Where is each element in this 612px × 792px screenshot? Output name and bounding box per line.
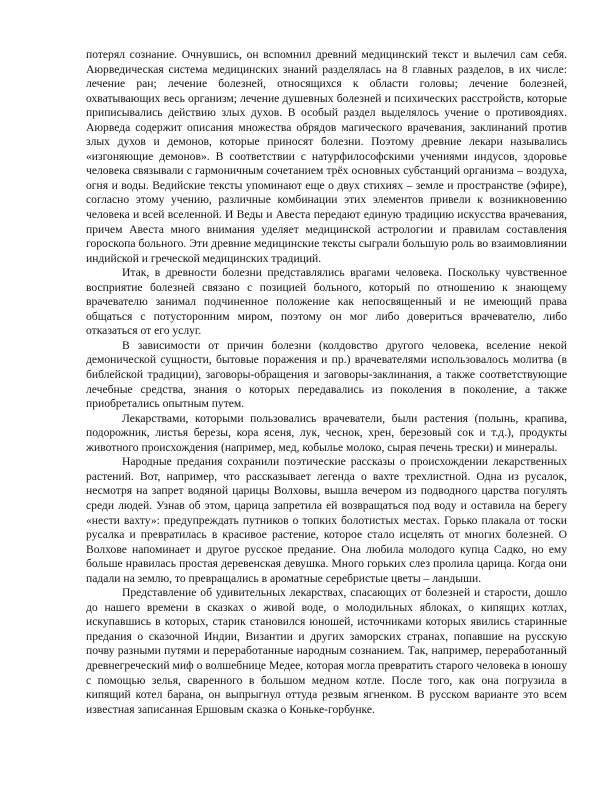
document-page bbox=[86, 48, 567, 717]
paragraph-causes-of-disease: В зависимости от причин болезни (колдовство другого человека, вселение некой демонической сущности, бытовые поражения и пр.) врачевателями использовалось молитва (в библейской традиции), заговоры-обращения и заговоры-заклинания, а также соответствующие лечебные средства, знания о которых передавались из поколения в поколение, а также приобретались опытным путем. bbox=[86, 338, 567, 411]
paragraph-medicines: Лекарствами, которыми пользовались врачеватели, были растения (полынь, крапива, подорожник, листья березы, кора ясеня, лук, чеснок, хрен, березовый сок и т.д.), продукты животного происхождения (например, мед, кобылье молоко, сырая печень трески) и минералы. bbox=[86, 411, 567, 454]
paragraph-fairy-tale-medicines: Представление об удивительных лекарствах, спасающих от болезней и старости, дошло до нашего времени в сказках о живой воде, о молодильных яблоках, о кипящих котлах, искупавшись в которых, старик становился юношей, источниками которых явились старинные предания о сказочной Индии, Византии и других заморских странах, попавшие на русскую почву разными путями и переработанные народным сознанием. Так, например, переработанный древнегреческий миф о волшебнице Медее, которая могла превратить старого человека в юношу с помощью зелья, сваренного в большом медном котле. После того, как она погрузила в кипящий котел барана, он выпрыгнул оттуда резвым ягненком. В русском варианте это всем известная записанная Ершовым сказка о Коньке-горбунке. bbox=[86, 586, 567, 716]
paragraph-diseases-as-enemies: Итак, в древности болезни представлялись врагами человека. Поскольку чувственное восприятие болезней связано с позицией больного, который по отношению к знающему врачевателю занимал подчиненное положение как непосвященный и не имеющий права общаться с потусторонним миром, поэтому он мог либо довериться врачевателю, либо отказаться от его услуг. bbox=[86, 266, 567, 338]
paragraph-ayurveda: потерял сознание. Очнувшись, он вспомнил древний медицинский текст и вылечил сам себя. Аюрведическая система медицинских знаний разделялась на 8 главных разделов, в их числе: лечение ран; лечение болезней, относящихся к области головы; лечение болезней, охватывающих весь организм; лечение душевных болезней и психических расстройств, которые приписывались действию злых духов. В особый раздел выделялось учение о противоядиях. Аюрведа содержит описания множества обрядов магического врачевания, заклинаний против злых духов и демонов, которые приносят болезни. Поэтому древние лекари назывались «изгоняющие демонов». В соответствии с натурфилософскими учениями индусов, здоровье человека связывали с гармоничным сочетанием трёх основных субстанций организма – воздуха, огня и воды. Ведийские тексты упоминают еще о двух стихиях – земле и пространстве (эфире), согласно этому учению, различные комбинации этих элементов привели к возникновению человека и всей вселенной. И Веды и Авеста передают единую традицию искусства врачевания, причем Авеста много внимания уделяет медицинской астрологии и правилам составления гороскопа больного. Эти древние медицинские тексты сыграли большую роль во взаимовлиянии индийской и греческой медицинских традиций. bbox=[86, 48, 567, 265]
paragraph-folk-legends: Народные предания сохранили поэтические рассказы о происхождении лекарственных растений. Вот, например, что рассказывает легенда о вахте трехлистной. Одна из русалок, несмотря на запрет водяной царицы Волховы, вышла вечером из подводного царства погулять среди людей. Узнав об этом, царица запретила ей возвращаться под воду и оставила на берегу «нести вахту»: предупреждать путников о топких болотистых местах. Горько плакала от тоски русалка и превратилась в красивое растение, которое стало исцелять от многих болезней. О Волхове напоминает и другое русское предание. Она любила молодого купца Садко, но ему больше нравилась простая деревенская девушка. Много горьких слез пролила царица. Когда они падали на землю, то превращались в ароматные серебристые цветы – ландыши. bbox=[86, 455, 567, 585]
